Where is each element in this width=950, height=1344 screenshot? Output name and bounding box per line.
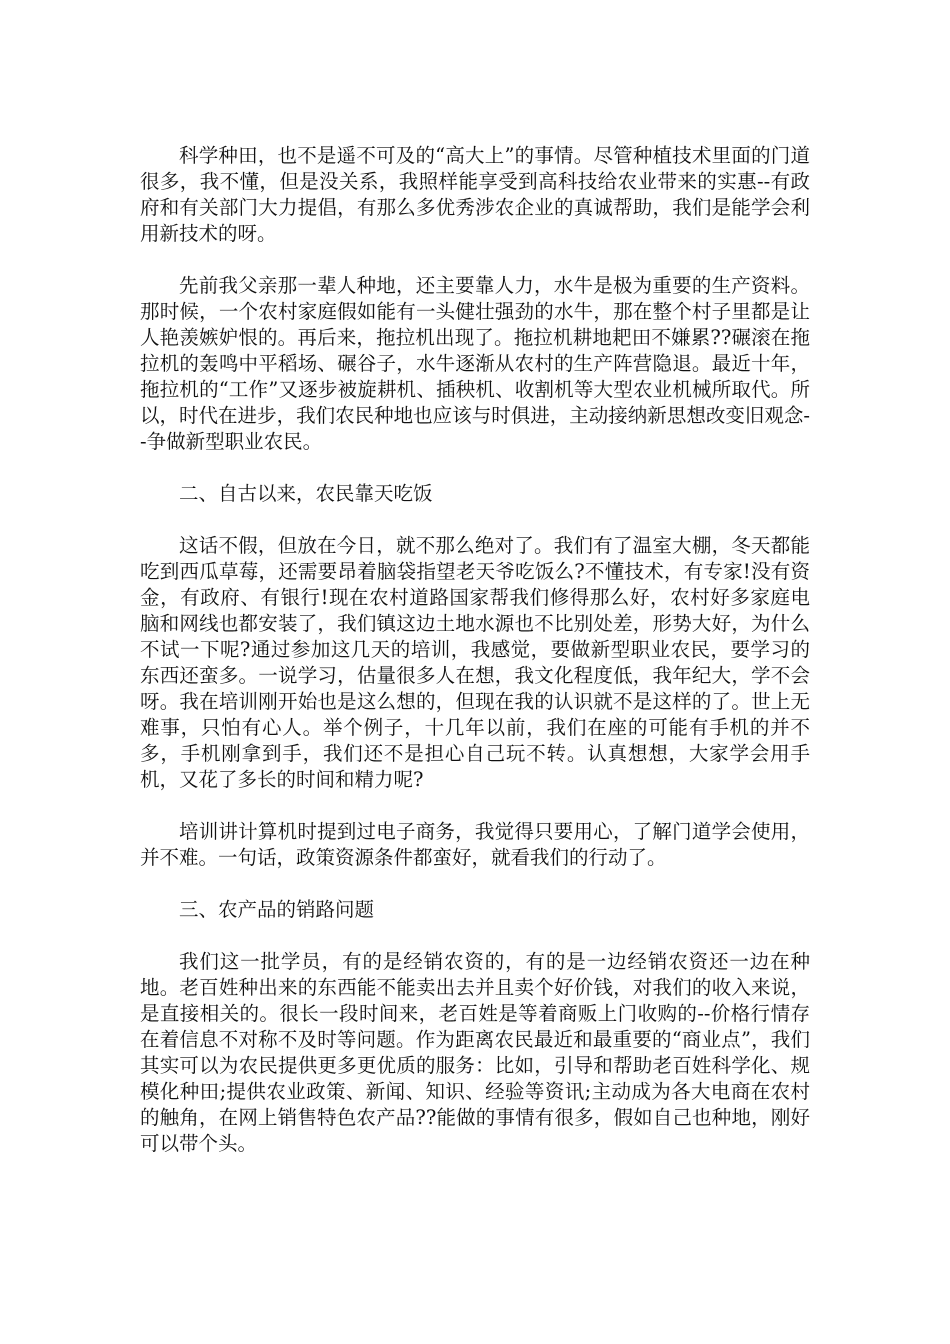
paragraph-farming-history: 先前我父亲那一辈人种地，还主要靠人力，水牛是极为重要的生产资料。那时候，一个农村家庭假如能有一头健壮强劲的水牛，那在整个村子里都是让人艳羡嫉妒恨的。再后来，拖拉机出现了。拖拉机耕地耙田不嫌累??碾滚在拖拉机的轰鸣中平稻场、碾谷子，水牛逐渐从农村的生产阵营隐退。最近十年，拖拉机的“工作”又逐步被旋耕机、插秧机、收割机等大型农业机械所取代。所以，时代在进步，我们农民种地也应该与时俱进，主动接纳新思想改变旧观念--争做新型职业农民。 (140, 274, 810, 453)
section-heading-2: 二、自古以来，农民靠天吃饭 (179, 482, 433, 505)
paragraph-sales: 我们这一批学员，有的是经销农资的，有的是一边经销农资还一边在种地。老百姓种出来的东西能不能卖出去并且卖个好价钱，对我们的收入来说，是直接相关的。很长一段时间来，老百姓是等着商贩上门收购的--价格行情存在着信息不对称不及时等问题。作为距离农民最近和最重要的“商业点”，我们其实可以为农民提供更多更优质的服务：比如，引导和帮助老百姓科学化、规模化种田;提供农业政策、新闻、知识、经验等资讯;主动成为各大电商在农村的触角，在网上销售特色农产品??能做的事情有很多，假如自己也种地，刚好可以带个头。 (140, 950, 810, 1155)
paragraph-scientific-farming: 科学种田，也不是遥不可及的“高大上”的事情。尽管种植技术里面的门道很多，我不懂，但是没关系，我照样能享受到高科技给农业带来的实惠--有政府和有关部门大力提倡，有那么多优秀涉农企业的真诚帮助，我们是能学会利用新技术的呀。 (140, 144, 810, 245)
paragraph-not-absolute: 这话不假，但放在今日，就不那么绝对了。我们有了温室大棚，冬天都能吃到西瓜草莓，还需要昂着脑袋指望老天爷吃饭么?不懂技术，有专家!没有资金，有政府、有银行!现在农村道路国家帮我们修得那么好，农村好多家庭电脑和网线也都安装了，我们镇这边土地水源也不比别处差，形势大好，为什么不试一下呢?通过参加这几天的培训，我感觉，要做新型职业农民，要学习的东西还蛮多。一说学习，估量很多人在想，我文化程度低，我年纪大，学不会呀。我在培训刚开始也是这么想的，但现在我的认识就不是这样的了。世上无难事，只怕有心人。举个例子，十几年以前，我们在座的可能有手机的并不多，手机刚拿到手，我们还不是担心自己玩不转。认真想想，大家学会用手机，又花了多长的时间和精力呢? (140, 534, 810, 791)
document-body (140, 143, 810, 1183)
paragraph-ecommerce: 培训讲计算机时提到过电子商务，我觉得只要用心，了解门道学会使用，并不难。一句话，政策资源条件都蛮好，就看我们的行动了。 (140, 820, 810, 869)
section-heading-3: 三、农产品的销路问题 (179, 898, 375, 921)
